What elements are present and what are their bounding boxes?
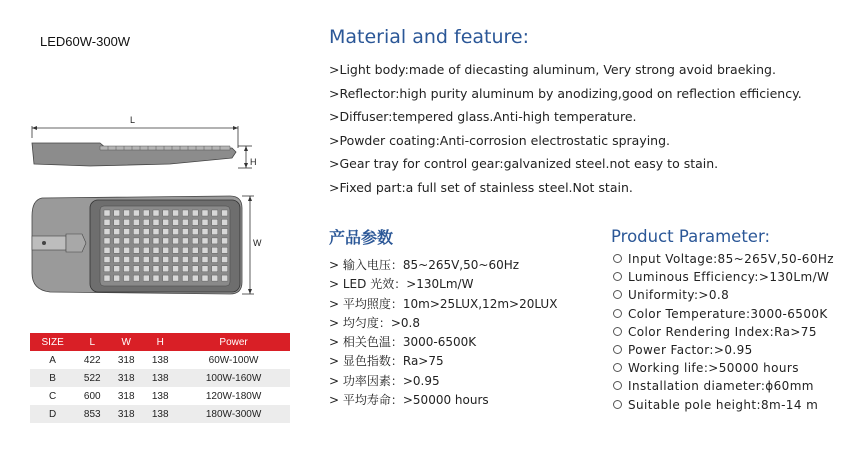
cell-size: A: [30, 351, 75, 369]
led-chip: [163, 210, 169, 216]
cn-param-item: > 平均寿命：>50000 hours: [329, 393, 489, 408]
header-power: Power: [177, 333, 290, 351]
led-chip: [104, 238, 110, 244]
bullet-icon: [613, 272, 622, 281]
cell-l: 853: [75, 405, 109, 423]
feature-item: >Light body:made of diecasting aluminum, Very strong avoid braeking.: [329, 62, 776, 77]
led-chip: [153, 266, 159, 272]
led-chip: [182, 219, 188, 225]
product-param-item: [613, 396, 834, 414]
table-row: [30, 369, 290, 387]
led-chip: [153, 210, 159, 216]
led-chip: [143, 275, 149, 281]
led-chip: [104, 219, 110, 225]
led-chip: [153, 229, 159, 235]
product-param-item: [613, 268, 834, 286]
led-chip: [212, 238, 218, 244]
led-chip: [133, 247, 139, 253]
product-param-item: [613, 286, 834, 304]
led-chip: [192, 247, 198, 253]
led-chip: [104, 257, 110, 263]
led-chip: [202, 266, 208, 272]
product-param-text: Luminous Efficiency:>130Lm/W: [628, 270, 830, 285]
cn-params-title: 产品参数: [329, 228, 394, 247]
product-param-text: Installation diameter:ϕ60mm: [628, 379, 814, 394]
led-chip: [114, 247, 120, 253]
led-chip: [202, 219, 208, 225]
led-chip: [222, 247, 228, 253]
cell-w: 318: [109, 405, 143, 423]
cn-params-list: [329, 256, 557, 410]
led-chip: [173, 229, 179, 235]
product-param-text: Working life:>50000 hours: [628, 361, 799, 376]
led-chip: [104, 266, 110, 272]
led-chip: [104, 229, 110, 235]
led-chip: [143, 247, 149, 253]
bullet-icon: [613, 400, 622, 409]
cell-h: 138: [143, 405, 177, 423]
led-chip: [212, 275, 218, 281]
product-param-item: [613, 323, 834, 341]
height-label: H: [250, 157, 257, 167]
cn-param-item: > 显色指数：Ra>75: [329, 354, 444, 369]
product-param-text: Input Voltage:85~265V,50-60Hz: [628, 252, 834, 266]
led-chip: [143, 210, 149, 216]
led-chip: [212, 266, 218, 272]
cell-size: D: [30, 405, 75, 423]
led-chip: [212, 210, 218, 216]
cell-h: 138: [143, 369, 177, 387]
led-chip: [124, 247, 130, 253]
header-size: SIZE: [30, 333, 75, 351]
led-chip: [104, 275, 110, 281]
cn-param-item: > LED 光效：>130Lm/W: [329, 277, 474, 292]
led-chip: [222, 266, 228, 272]
led-chip: [143, 257, 149, 263]
led-chip: [202, 238, 208, 244]
street-light-drawing: [20, 108, 300, 318]
led-chip: [124, 275, 130, 281]
length-label: L: [130, 115, 136, 125]
led-chip: [202, 229, 208, 235]
led-chip: [114, 238, 120, 244]
led-chip: [153, 257, 159, 263]
cell-l: 422: [75, 351, 109, 369]
led-chip: [114, 210, 120, 216]
product-param-text: Color Temperature:3000-6500K: [628, 306, 828, 321]
material-title: Material and feature:: [329, 26, 530, 48]
header-w: W: [109, 333, 143, 351]
led-chip: [202, 247, 208, 253]
bullet-icon: [613, 290, 622, 299]
width-label: W: [253, 238, 262, 248]
led-chip: [182, 266, 188, 272]
led-chip: [222, 229, 228, 235]
cell-power: 180W-300W: [177, 405, 290, 423]
led-chip: [192, 238, 198, 244]
led-chip: [192, 257, 198, 263]
led-chip: [202, 210, 208, 216]
feature-item: >Powder coating:Anti-corrosion electrostatic spraying.: [329, 132, 671, 148]
cn-param-item: > 相关色温：3000-6500K: [329, 335, 477, 350]
led-chip: [143, 219, 149, 225]
led-chip: [124, 257, 130, 263]
led-chip: [104, 247, 110, 253]
led-chip: [114, 257, 120, 263]
led-chip: [173, 247, 179, 253]
cn-param-item: > 平均照度：10m>25LUX,12m>20LUX: [329, 296, 558, 311]
model-title: LED60W-300W: [40, 34, 131, 49]
led-chip: [192, 219, 198, 225]
cn-param-item: > 均匀度：>0.8: [329, 315, 421, 330]
feature-item: >Reflector:high purity aluminum by anodizing,good on reflection efficiency.: [329, 85, 802, 101]
led-chip: [212, 219, 218, 225]
led-chip: [202, 257, 208, 263]
header-h: H: [143, 333, 177, 351]
led-chip: [173, 266, 179, 272]
led-chip: [212, 229, 218, 235]
product-params-title: Product Parameter:: [611, 227, 771, 246]
led-chip: [173, 275, 179, 281]
led-chip: [114, 275, 120, 281]
led-chip: [222, 219, 228, 225]
feature-item: >Gear tray for control gear:galvanized steel.not easy to stain.: [329, 156, 719, 172]
bullet-icon: [613, 345, 622, 354]
product-param-item: [613, 305, 834, 323]
table-row: [30, 351, 290, 369]
bullet-icon: [613, 327, 622, 336]
led-chip: [124, 229, 130, 235]
led-chip: [173, 238, 179, 244]
cell-power: 120W-180W: [177, 387, 290, 405]
bullet-icon: [613, 381, 622, 390]
led-chip: [124, 210, 130, 216]
cn-param-item: > 输入电压：85~265V,50~60Hz: [329, 258, 520, 272]
led-chip: [212, 247, 218, 253]
led-chip: [192, 266, 198, 272]
material-feature-list: [329, 58, 802, 200]
header-l: L: [75, 333, 109, 351]
product-param-text: Suitable pole height:8m-14 m: [628, 397, 819, 412]
led-chip: [124, 266, 130, 272]
table-row: [30, 405, 290, 423]
cell-size: C: [30, 387, 75, 405]
cell-power: 60W-100W: [177, 351, 290, 369]
led-chip: [133, 275, 139, 281]
led-chip: [114, 229, 120, 235]
led-chip: [163, 219, 169, 225]
led-chip: [222, 257, 228, 263]
led-chip: [143, 266, 149, 272]
led-chip: [153, 247, 159, 253]
led-chip: [192, 229, 198, 235]
led-chip: [133, 219, 139, 225]
led-chip: [222, 210, 228, 216]
product-param-text: Color Rendering Index:Ra>75: [628, 324, 817, 339]
cell-w: 318: [109, 369, 143, 387]
cell-w: 318: [109, 387, 143, 405]
led-chip: [133, 266, 139, 272]
led-chip: [114, 219, 120, 225]
led-chip: [163, 266, 169, 272]
size-table-header: [30, 333, 290, 351]
led-chip: [182, 275, 188, 281]
led-chip: [153, 238, 159, 244]
led-chip: [163, 229, 169, 235]
led-chip: [182, 247, 188, 253]
feature-item: >Diffuser:tempered glass.Anti-high temperature.: [329, 109, 637, 125]
led-chip: [173, 257, 179, 263]
led-chip: [143, 238, 149, 244]
led-chip: [182, 210, 188, 216]
cell-w: 318: [109, 351, 143, 369]
led-chip: [212, 257, 218, 263]
led-chip: [192, 275, 198, 281]
led-chip: [133, 210, 139, 216]
product-param-text: Uniformity:>0.8: [628, 288, 730, 303]
led-chip: [173, 210, 179, 216]
product-param-item: [613, 341, 834, 359]
led-chip: [202, 275, 208, 281]
cell-h: 138: [143, 387, 177, 405]
led-chip: [163, 275, 169, 281]
led-chip: [133, 257, 139, 263]
product-params-list: [613, 250, 834, 414]
led-chip: [182, 257, 188, 263]
led-chip: [133, 229, 139, 235]
led-chip: [143, 229, 149, 235]
product-param-item: [613, 250, 834, 268]
led-chip: [153, 275, 159, 281]
product-param-item: [613, 377, 834, 395]
cell-power: 100W-160W: [177, 369, 290, 387]
cell-size: B: [30, 369, 75, 387]
led-chip: [124, 238, 130, 244]
technical-drawing: [20, 108, 300, 318]
led-chip: [163, 247, 169, 253]
cell-h: 138: [143, 351, 177, 369]
feature-item: >Fixed part:a full set of stainless steel.Not stain.: [329, 179, 633, 195]
led-chip: [114, 266, 120, 272]
led-chip: [182, 229, 188, 235]
led-chip: [192, 210, 198, 216]
bullet-icon: [613, 363, 622, 372]
product-param-text: Power Factor:>0.95: [628, 342, 753, 357]
bullet-icon: [613, 254, 622, 263]
led-chip: [163, 257, 169, 263]
led-chip: [222, 238, 228, 244]
size-table: [30, 333, 290, 423]
led-chip: [124, 219, 130, 225]
led-chip: [163, 238, 169, 244]
product-param-item: [613, 359, 834, 377]
led-chip: [182, 238, 188, 244]
led-chip: [104, 210, 110, 216]
cell-l: 522: [75, 369, 109, 387]
led-chip: [222, 275, 228, 281]
led-chip: [173, 219, 179, 225]
bullet-icon: [613, 309, 622, 318]
led-chip: [133, 238, 139, 244]
led-chip: [153, 219, 159, 225]
cn-param-item: > 功率因素：>0.95: [329, 373, 440, 388]
table-row: [30, 387, 290, 405]
cell-l: 600: [75, 387, 109, 405]
